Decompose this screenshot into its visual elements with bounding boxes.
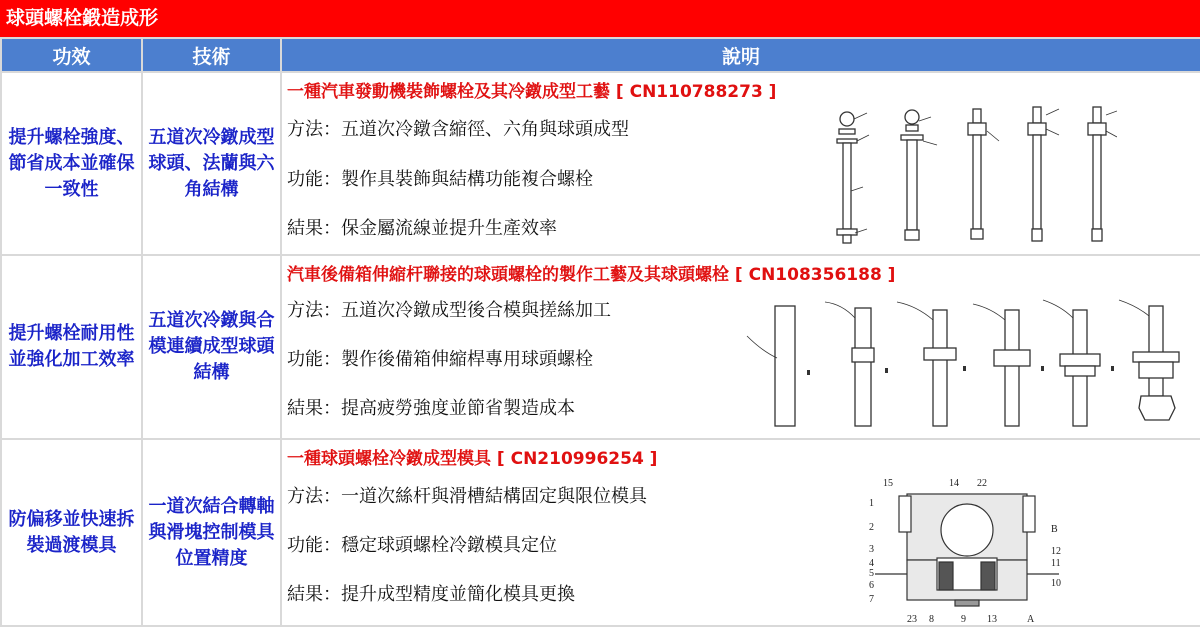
- table-row: [1, 255, 1200, 439]
- function-text: 功能：製作具裝飾與結構功能複合螺栓: [287, 169, 593, 190]
- function-text: 功能：製作後備箱伸縮桿專用球頭螺栓: [287, 349, 593, 370]
- effect-cell: 防偏移並快速拆裝過渡模具: [1, 439, 142, 626]
- method-text: 方法：一道次絲杆與滑槽結構固定與限位模具: [287, 486, 647, 507]
- fig-label: 4: [869, 558, 874, 569]
- desc-cell: [281, 72, 1200, 255]
- function-text: 功能：穩定球頭螺栓冷鐓模具定位: [287, 535, 557, 556]
- fig-label: 23: [907, 614, 917, 625]
- fig-label: 10: [1051, 578, 1061, 589]
- patent-title: 一種球頭螺栓冷鐓成型模具 [ CN210996254 ]: [287, 449, 658, 469]
- fig-label: 3: [869, 544, 874, 555]
- header-effect: 功效: [1, 38, 142, 72]
- effect-cell: 提升螺栓強度、節省成本並確保一致性: [1, 72, 142, 255]
- table-row: [1, 72, 1200, 255]
- fig-label: 22: [977, 478, 987, 489]
- tech-cell: 五道次冷鐓與合模連續成型球頭結構: [142, 255, 281, 439]
- bolt-stages-figure: [827, 101, 1117, 251]
- patent-title: 一種汽車發動機裝飾螺栓及其冷鐓成型工藝 [ CN110788273 ]: [287, 82, 777, 102]
- header-tech: 技術: [142, 38, 281, 72]
- result-text: 結果：保金屬流線並提升生產效率: [287, 218, 557, 239]
- desc-cell: [281, 255, 1200, 439]
- tech-cell: 一道次結合轉軸與滑塊控制模具位置精度: [142, 439, 281, 626]
- fig-label: 13: [987, 614, 997, 625]
- result-text: 結果：提升成型精度並簡化模具更換: [287, 584, 575, 605]
- page-title: 球頭螺栓鍛造成形: [0, 0, 1200, 37]
- desc-cell: [281, 439, 1200, 626]
- comparison-table: [0, 37, 1200, 627]
- method-text: 方法：五道次冷鐓成型後合模與搓絲加工: [287, 300, 611, 321]
- fig-label: 6: [869, 580, 874, 591]
- fig-label: 8: [929, 614, 934, 625]
- fig-label: B: [1051, 524, 1058, 535]
- fig-label: 11: [1051, 558, 1061, 569]
- table-header-row: [1, 38, 1200, 72]
- bolt-forming-steps-figure: [737, 296, 1197, 436]
- fig-label: 2: [869, 522, 874, 533]
- mold-figure-labels: [867, 478, 1067, 628]
- effect-cell: 提升螺栓耐用性並強化加工效率: [1, 255, 142, 439]
- fig-label: 1: [869, 498, 874, 509]
- fig-label: 7: [869, 594, 874, 605]
- fig-label: 9: [961, 614, 966, 625]
- fig-label: 12: [1051, 546, 1061, 557]
- table-row: [1, 439, 1200, 626]
- header-desc: 說明: [281, 38, 1200, 72]
- fig-label: 5: [869, 568, 874, 579]
- patent-title: 汽車後備箱伸縮杆聯接的球頭螺栓的製作工藝及其球頭螺栓 [ CN108356188 ]: [287, 265, 896, 285]
- fig-label: 14: [949, 478, 959, 489]
- result-text: 結果：提高疲勞強度並節省製造成本: [287, 398, 575, 419]
- method-text: 方法：五道次冷鐓含縮徑、六角與球頭成型: [287, 119, 629, 140]
- tech-cell: 五道次冷鐓成型球頭、法蘭與六角結構: [142, 72, 281, 255]
- fig-label: A: [1027, 614, 1035, 625]
- fig-label: 15: [883, 478, 893, 489]
